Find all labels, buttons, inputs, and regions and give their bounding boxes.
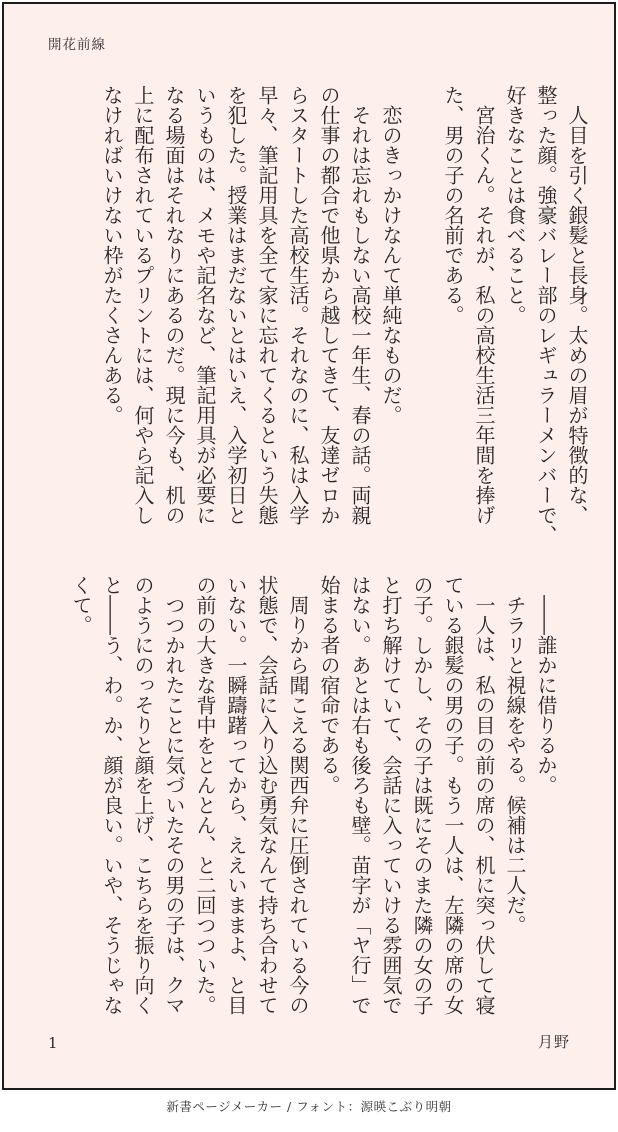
text-line: 恋のきっかけなんて単純なものだ。	[379, 85, 403, 425]
text-line	[406, 85, 437, 523]
text-line: を犯した。授業はまだないとはいえ、入学初日と	[224, 85, 248, 525]
text-line: の仕事の都合で他県から越してきて、友達ゼロか	[317, 85, 341, 525]
text-line: 人目を引く銀髪と長身。太めの眉が特徴的な、	[565, 85, 589, 525]
text-line: の子。しかし、その子は既にそのまた隣の女の子	[410, 575, 434, 1015]
page-number: 1	[48, 1034, 58, 1052]
author-name: 月野	[537, 1033, 570, 1051]
text-line: なる場面はそれなりにあるのだ。現に今も、机の	[162, 85, 186, 525]
text-line	[561, 575, 592, 1013]
text-line: のようにのっそりと顔を上げ、こちらを振り向く	[131, 575, 155, 1015]
text-line: はない。あとは右も後ろも壁。苗字が「ヤ行」で	[348, 575, 372, 1015]
text-line: 始まる者の宿命である。	[317, 575, 341, 795]
text-line: 早々、筆記用具を全て家に忘れてくるという失態	[255, 85, 279, 525]
text-line: いうものは、メモや記名など、筆記用具が必要に	[193, 85, 217, 525]
text-line: 一人は、私の目の前の席の、机に突っ伏して寝	[472, 575, 496, 1015]
text-line: チラリと視線をやる。候補は二人だ。	[503, 575, 527, 935]
text-line: ――誰かに借りるか。	[534, 575, 558, 795]
text-line: ている銀髪の男の子。もう一人は、左隣の席の女	[441, 575, 465, 1015]
page-title: 開花前線	[48, 37, 106, 53]
text-line: 好きなことは食べること。	[503, 85, 527, 325]
text-line: 宮治くん。それが、私の高校生活三年間を捧げ	[472, 85, 496, 525]
credit-line: 新書ページメーカー / フォント：源暎こぶり明朝	[166, 1099, 452, 1114]
page	[2, 2, 616, 1090]
text-line: らスタートした高校生活。それなのに、私は入学	[286, 85, 310, 525]
text-line: た、男の子の名前である。	[441, 85, 465, 325]
text-line: の前の大きな背中をとんとん、と二回つついた。	[193, 575, 217, 1015]
text-line: つつかれたことに気づいたその男の子は、クマ	[162, 575, 186, 1015]
text-line: いない。一瞬躊躇ってから、ええいままよ、と目	[224, 575, 248, 1015]
text-line: それは忘れもしない高校一年生、春の話。両親	[348, 85, 372, 525]
text-line: なければいけない枠がたくさんある。	[100, 85, 124, 425]
text-line: 状態で、会話に入り込む勇気なんて持ち合わせて	[255, 575, 279, 1015]
text-line: と――う、わ。か、顔が良い。いや、そうじゃな	[100, 575, 124, 1015]
text-block-1	[96, 85, 592, 545]
text-line: 周りから聞こえる関西弁に圧倒されている今の	[286, 575, 310, 1015]
text-block-2	[65, 575, 592, 1013]
text-line: くて。	[69, 575, 93, 635]
text-line: と打ち解けていて、会話に入っていける雰囲気で	[379, 575, 403, 1015]
text-line: 整った顔。強豪バレー部のレギュラーメンバーで、	[534, 85, 558, 545]
text-line: 上に配布されているプリントには、何やら記入し	[131, 85, 155, 525]
